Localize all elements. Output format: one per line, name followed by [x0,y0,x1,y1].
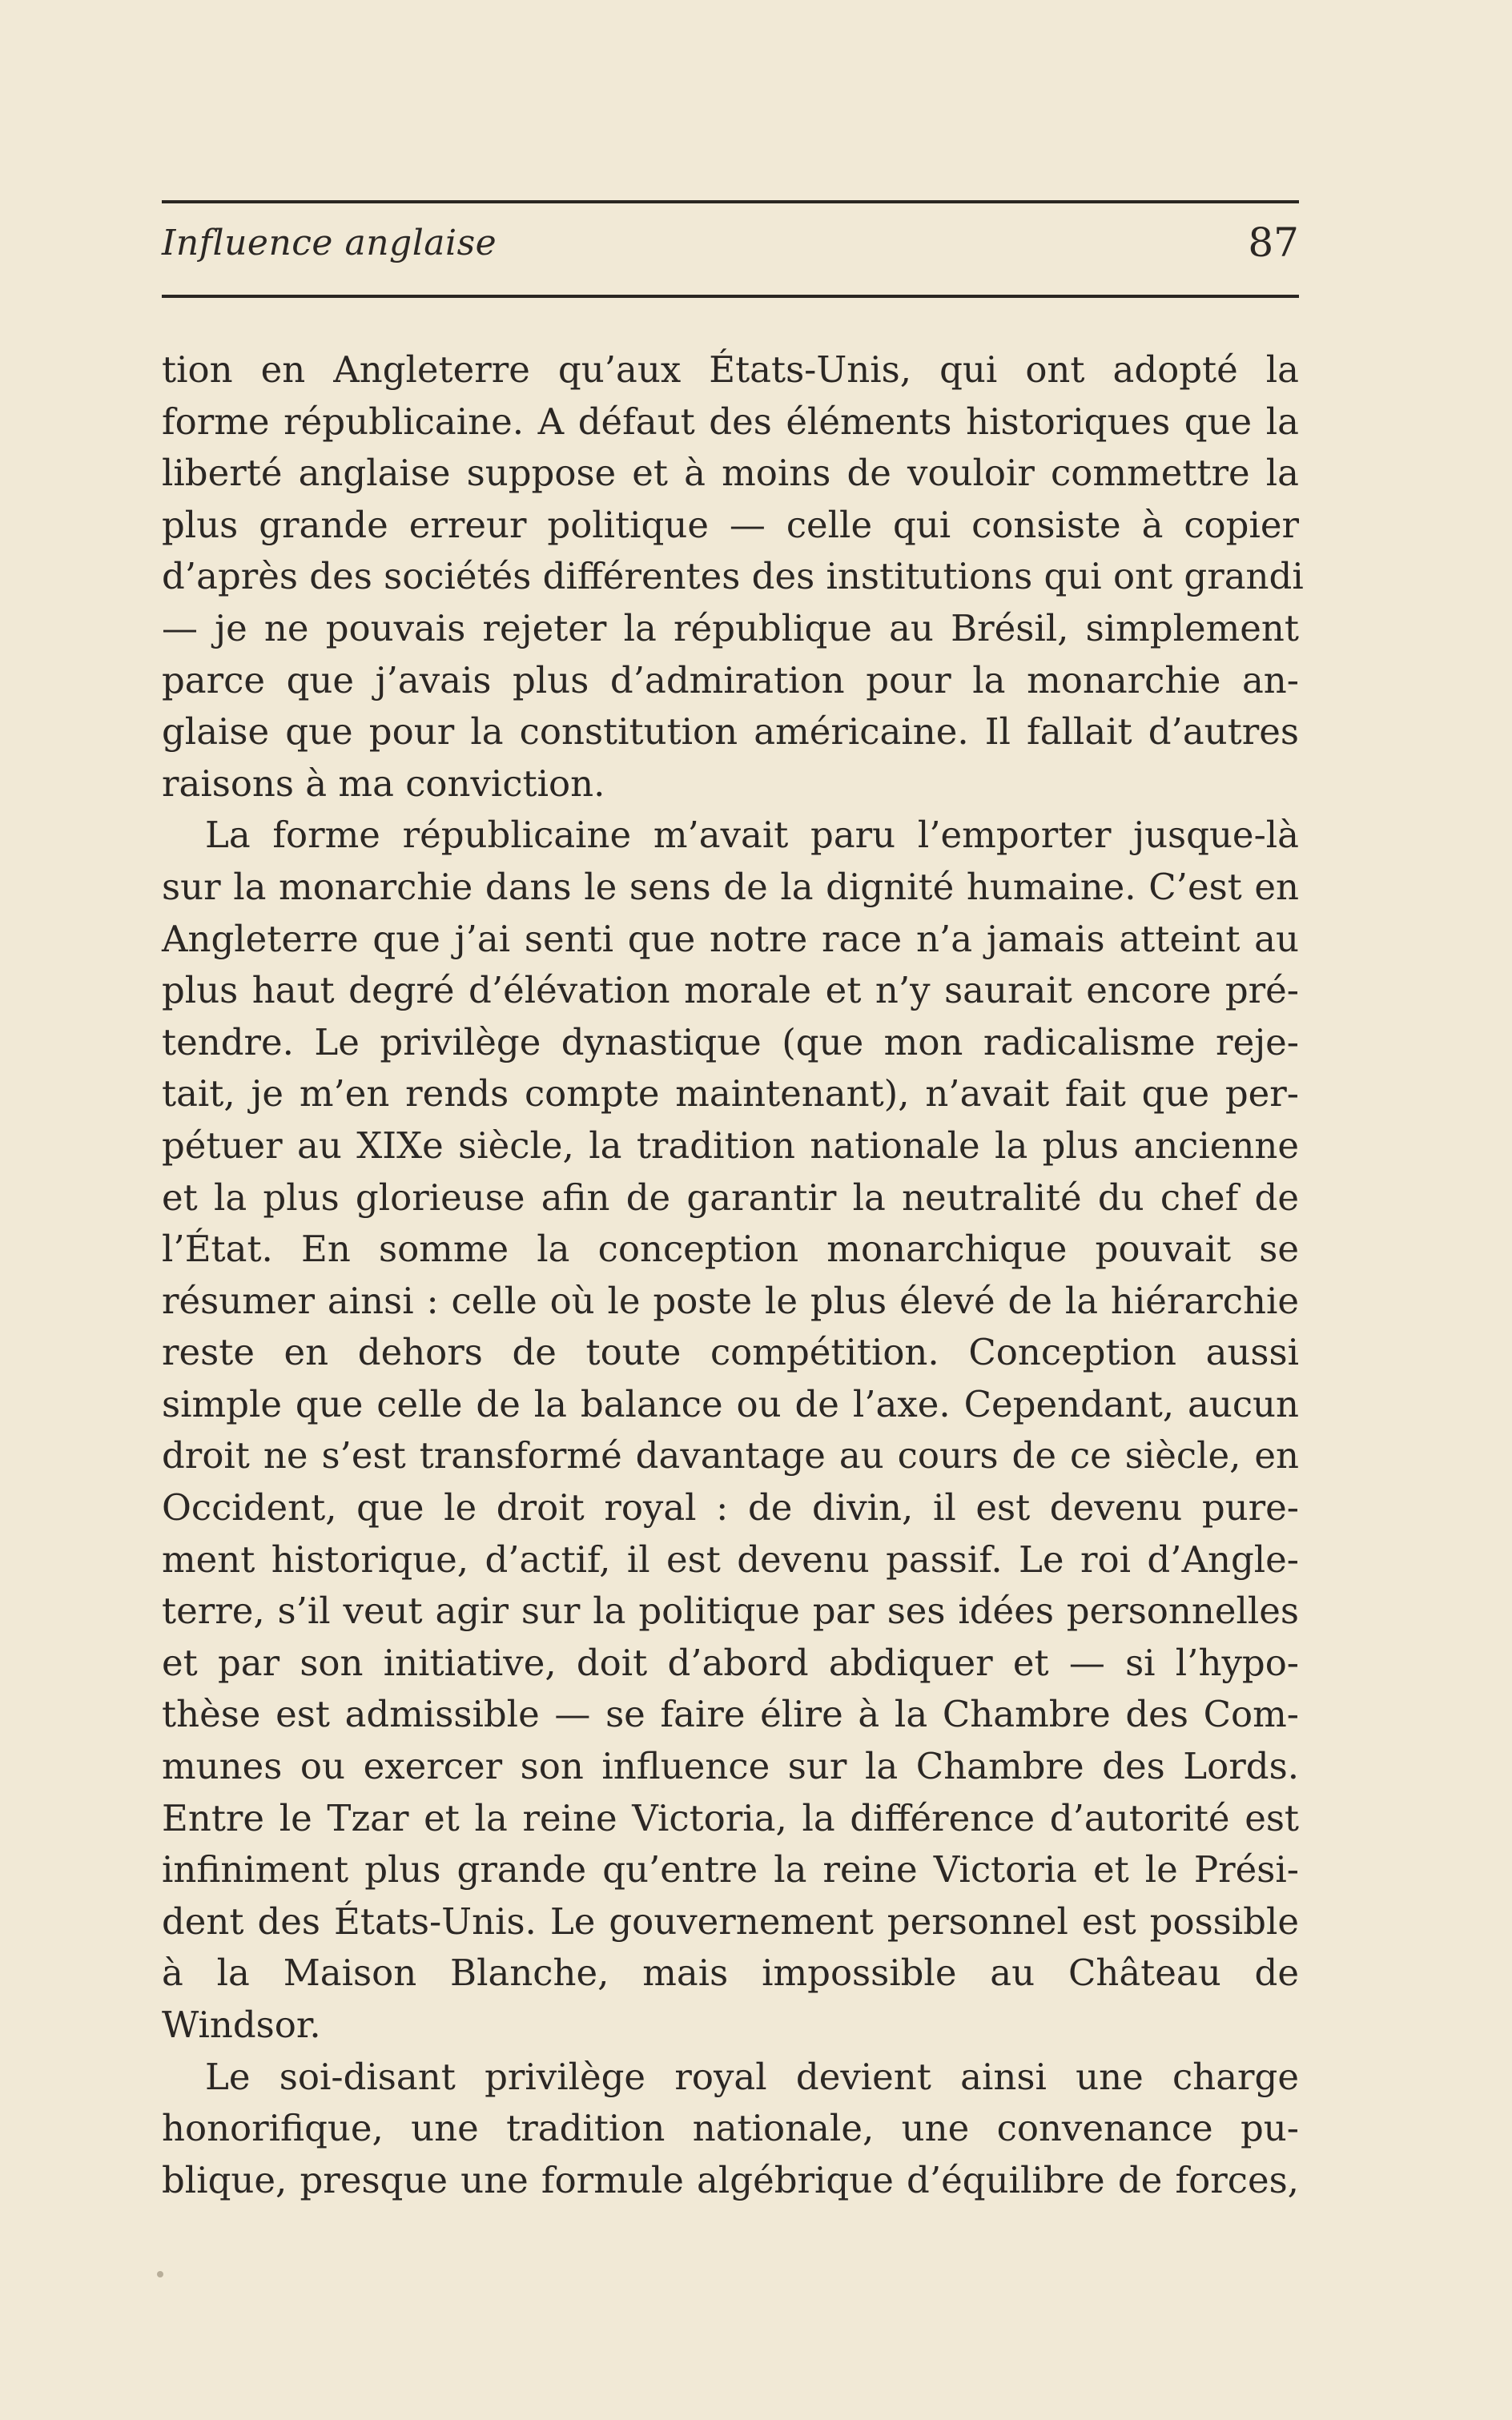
header-rule-bottom [162,295,1299,298]
paragraph-first-line: La forme républicaine m’avait paru l’emporter jusque-là [205,814,1299,857]
text-line: plus grande erreur politique — celle qui consiste à copier [162,503,1299,546]
text-line: tendre. Le privilège dynastique (que mon radicalisme reje- [162,1020,1299,1063]
text-line: et la plus glorieuse afin de garantir la neutralité du chef de [162,1176,1299,1219]
text-line: blique, presque une formule algébrique d’équilibre de forces, [162,2158,1299,2201]
text-line: glaise que pour la constitution américaine. Il fallait d’autres [162,710,1299,754]
body-text [162,344,1304,2206]
text-line: d’après des sociétés différentes des institutions qui ont grandi [162,555,1304,598]
page-number: 87 [1248,219,1299,266]
text-line: forme républicaine. A défaut des éléments historiques que la [162,400,1299,443]
text-line: Entre le Tzar et la reine Victoria, la différence d’autorité est [162,1796,1299,1839]
text-line: Occident, que le droit royal : de divin, il est devenu pure- [162,1486,1299,1530]
text-line: résumer ainsi : celle où le poste le plus élevé de la hiérarchie [162,1279,1299,1322]
text-line: et par son initiative, doit d’abord abdiquer et — si l’hypo- [162,1641,1299,1684]
text-line: honorifique, une tradition nationale, une convenance pu- [162,2107,1299,2150]
text-line: l’État. En somme la conception monarchique pouvait se [162,1228,1299,1271]
text-line: droit ne s’est transformé davantage au cours de ce siècle, en [162,1434,1299,1477]
text-line: parce que j’avais plus d’admiration pour la monarchie an- [162,658,1299,701]
paragraph-first-line: Le soi-disant privilège royal devient ainsi une charge [205,2055,1299,2098]
header-rule-top [162,200,1299,203]
text-line: tion en Angleterre qu’aux États-Unis, qui ont adopté la [162,348,1299,391]
text-line: pétuer au XIXe siècle, la tradition nationale la plus ancienne [162,1124,1299,1167]
text-line: Angleterre que j’ai senti que notre race n’a jamais atteint au [162,917,1299,960]
text-line: ment historique, d’actif, il est devenu passif. Le roi d’Angle- [162,1538,1299,1581]
text-line: plus haut degré d’élévation morale et n’y saurait encore pré- [162,969,1299,1012]
text-line: simple que celle de la balance ou de l’axe. Cependant, aucun [162,1382,1299,1425]
text-line: infiniment plus grande qu’entre la reine Victoria et le Prési- [162,1848,1299,1891]
text-line: à la Maison Blanche, mais impossible au Château de [162,1952,1299,1995]
text-line: raisons à ma conviction. [162,762,605,805]
text-line: terre, s’il veut agir sur la politique par ses idées personnelles [162,1590,1299,1633]
running-head [162,213,1299,285]
text-line: liberté anglaise suppose et à moins de vouloir commettre la [162,452,1299,495]
text-line: Windsor. [162,2004,321,2046]
text-line: thèse est admissible — se faire élire à la Chambre des Com- [162,1693,1299,1736]
text-line: dent des États-Unis. Le gouvernement personnel est possible [162,1899,1299,1943]
text-line: munes ou exercer son influence sur la Chambre des Lords. [162,1745,1299,1788]
paper-speck [157,2271,163,2277]
text-line: reste en dehors de toute compétition. Conception aussi [162,1331,1299,1374]
running-title: Influence anglaise [162,223,497,263]
text-line: sur la monarchie dans le sens de la dignité humaine. C’est en [162,865,1299,908]
text-line: — je ne pouvais rejeter la république au Brésil, simplement [162,606,1299,649]
text-line: tait, je m’en rends compte maintenant), n’avait fait que per- [162,1072,1299,1116]
